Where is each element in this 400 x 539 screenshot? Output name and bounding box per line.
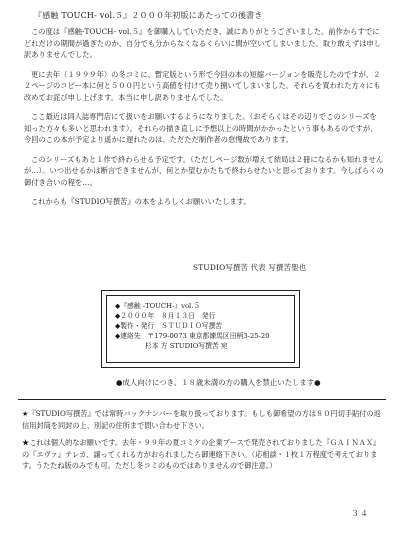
page-number: ３４ xyxy=(351,509,369,518)
paragraph-shop-distribution: ここ最近は同人誌専門店にて扱いをお願いするようになりました。（おそらくはその辺りでこのシリーズを知った方々も多いと思われます）。それらの描き直しに予想以上の時間がかかったという事もあるのですが、今回のこの本が予定より遥かに遅れたのは、ただただ制作者の怠慢故であります。 xyxy=(24,112,378,144)
paragraph-closing: これからも『STUDIO写撰苦』の本をよろしくお願いいたします。 xyxy=(31,197,251,206)
paragraph-series-end: このシリーズもあと１作で終わらせる予定です。（ただしページ数が増えて結局は２冊になるかも知れませんが…）。いつ出せるかは断言できませんが、何とか望むかたちで終わらせたいと思っております。今しばらくの御付き合いの程を…。 xyxy=(24,154,384,187)
age-restriction-notice: ●成人向けにつき、１８歳未満の方の購入を禁止いたします● xyxy=(116,378,321,387)
afterword-title: 『感触 TOUCH- vol.５』２０００年初版にあたっての後書き xyxy=(34,11,263,20)
paragraph-thanks: この度は『感触-TOUCH- vol.５』を御購入していただき、誠にありがとうございました。前作からすでにどれだけの期間が過ぎたのか、自分でも分からなくなるくらいに間が空いてしまいました。取り敢えずは申し訳ありませんでした。 xyxy=(24,27,382,59)
colophon-box xyxy=(101,290,300,368)
note-back-issues: ★『STUDIO写撰苦』では常時バックナンバーを取り扱っております。もしも御希望の方は８０円切手貼付の返信用封筒を同封の上、別記の住所まで問い合わせ下さい。 xyxy=(22,409,381,430)
note-personal-request: ★これは個人的なお願いです。去年・９９年の夏コミケの企業ブースで発売されておりました『ＧＡＩＮＡＸ』の『エヴァ』テレカ、譲ってくれる方がおられましたら御連絡下さい。（応相談・１枚１万程度で考えております。うたたね版のみでも可。ただし冬コミのものではありませんので御注意。） xyxy=(22,438,381,470)
section-divider xyxy=(18,399,386,400)
afterword-body xyxy=(24,26,384,214)
colophon-address-recipient: 杉本 方 STUDIO写撰苦 宛 xyxy=(145,342,228,350)
notes-section xyxy=(22,408,382,478)
colophon-inner-frame xyxy=(106,295,295,363)
colophon-title: ◆『感触 -TOUCH-』vol.５ xyxy=(115,302,201,310)
author-signature: STUDIO写撰苦 代表 写撰苦聖也 xyxy=(193,263,307,272)
colophon-date: ◆２０００年 ８月１３日 発行 xyxy=(115,312,216,320)
colophon-publisher: ◆製作・発行 ＳＴＵＤＩＯ写撰苦 xyxy=(115,322,223,330)
colophon-address: ◆連絡先 〒179-0073 東京都練馬区田柄3-25-20 xyxy=(115,332,270,340)
paragraph-winter-comiket-apology: 更に去年（１９９９年）の冬コミに、暫定版という形で今回の本の短縮バージョンを販売したのですが、２２ページのコピー本に何と５００円という高値を付けて売り捌いてしまいました。それらを買われた方々にも改めてお詫び申し上げます。本当に申し訳ありませんでした。 xyxy=(24,69,381,102)
